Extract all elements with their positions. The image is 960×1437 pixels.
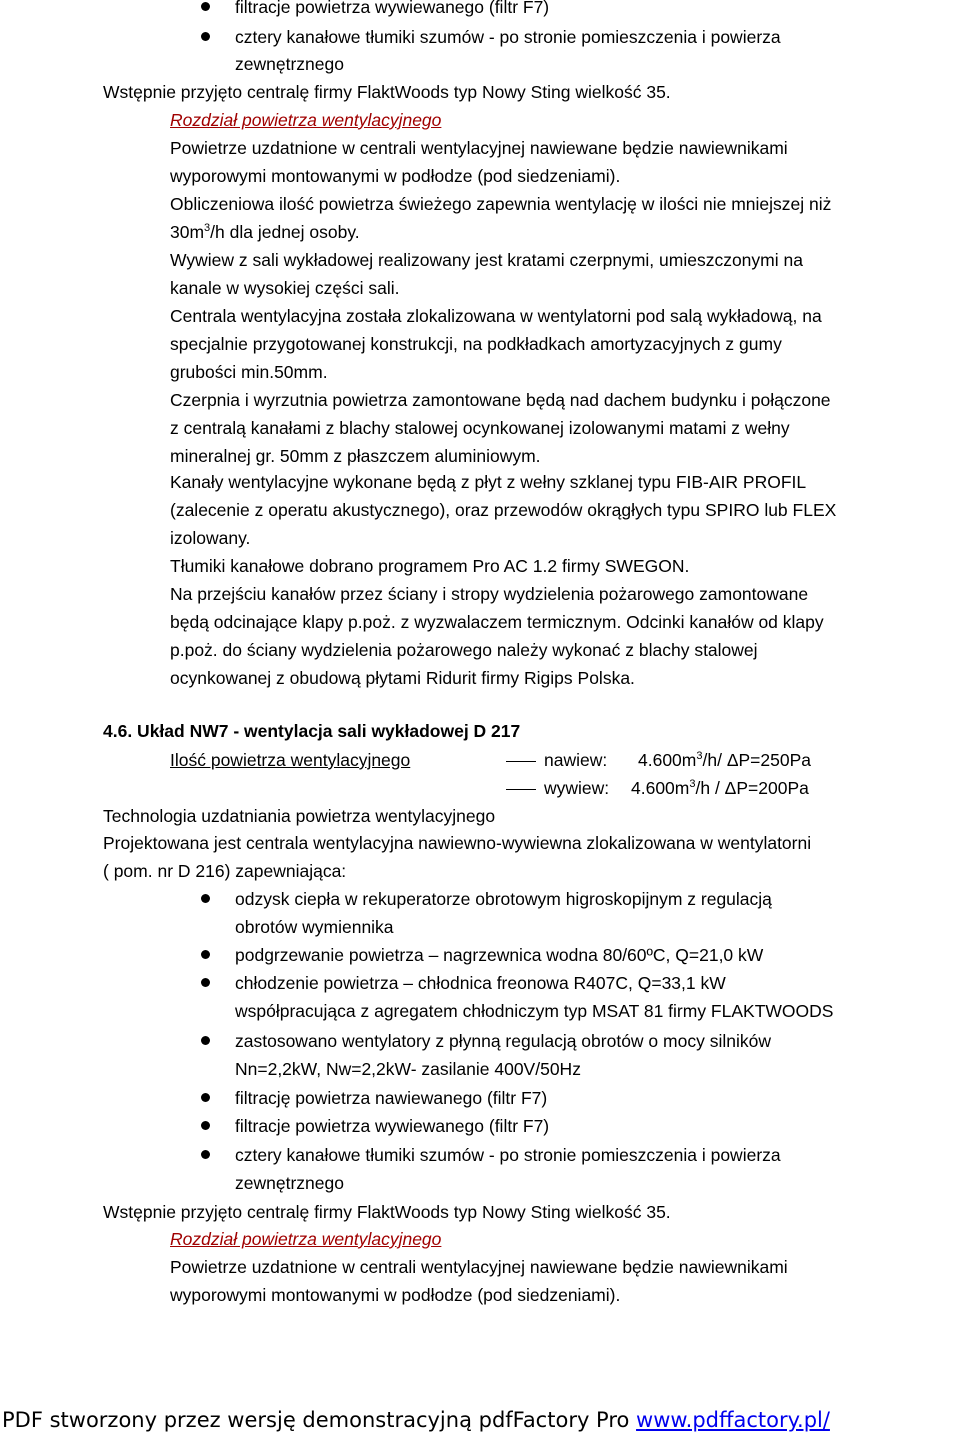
text-line: Na przejściu kanałów przez ściany i stropy wydzielenia pożarowego zamontowane — [170, 584, 809, 604]
text-line: Projektowana jest centrala wentylacyjna nawiewno-wywiewna zlokalizowana w wentylatorni — [103, 833, 812, 853]
text-line: Obliczeniowa ilość powietrza świeżego zapewnia wentylację w ilości nie mniejszej niż — [170, 194, 832, 214]
text-line: Wywiew z sali wykładowej realizowany jest kratami czerpnymi, umieszczonymi na — [170, 250, 803, 270]
text-line: Czerpnia i wyrzutnia powietrza zamontowane będą nad dachem budynku i połączone — [170, 390, 831, 410]
text-line: kanale w wysokiej części sali. — [170, 278, 400, 298]
text-line: mineralnej gr. 50mm z płaszczem aluminiowym. — [170, 446, 541, 466]
central-line: Wstępnie przyjęto centralę firmy FlaktWoods typ Nowy Sting wielkość 35. — [103, 1202, 671, 1222]
text-line: z centralą kanałami z blachy stalowej ocynkowanej izolowanymi matami z wełny — [170, 418, 790, 438]
ilosc-label: Ilość powietrza wentylacyjnego — [170, 750, 411, 770]
nawiew-label — [506, 749, 607, 771]
pdffactory-link[interactable]: www.pdffactory.pl/ — [636, 1408, 830, 1432]
value: /h / ΔP=200Pa — [695, 778, 809, 798]
value: 4.600m — [631, 778, 690, 798]
bullet-wentylatory-cont: Nn=2,2kW, Nw=2,2kW- zasilanie 400V/50Hz — [235, 1059, 581, 1079]
text-line: ( pom. nr D 216) zapewniająca: — [103, 861, 347, 881]
text-line: ocynkowanej z obudową płytami Ridurit firmy Rigips Polska. — [170, 668, 635, 688]
text-line: będą odcinające klapy p.poż. z wyzwalaczem termicznym. Odcinki kanałów od klapy — [170, 612, 824, 632]
central-line: Wstępnie przyjęto centralę firmy FlaktWoods typ Nowy Sting wielkość 35. — [103, 82, 671, 102]
wywiew-value — [631, 777, 809, 799]
text-line: (zalecenie z operatu akustycznego), oraz przewodów okrągłych typu SPIRO lub FLEX — [170, 500, 837, 520]
bullet-podgrzewanie: podgrzewanie powietrza – nagrzewnica wodna 80/60ºC, Q=21,0 kW — [235, 945, 764, 965]
text-line — [170, 221, 360, 243]
bullet-tlumiki: cztery kanałowe tłumiki szumów - po stronie pomieszczenia i powierza — [235, 1145, 781, 1165]
text-line: Centrala wentylacyjna została zlokalizowana w wentylatorni pod salą wykładową, na — [170, 306, 822, 326]
text-line: specjalnie przygotowanej konstrukcji, na podkładkach amortyzacyjnych z gumy — [170, 334, 782, 354]
pdf-footer — [2, 1408, 830, 1432]
text-line: wyporowymi montowanymi w podłodze (pod siedzeniami). — [170, 166, 621, 186]
text-line: p.poż. do ściany wydzielenia pożarowego należy wykonać z blachy stalowej — [170, 640, 758, 660]
dash — [506, 761, 536, 762]
wywiew-label — [506, 777, 609, 799]
superscript: 3 — [689, 778, 696, 790]
value: /h/ ΔP=250Pa — [702, 750, 812, 770]
value: 4.600m — [638, 750, 697, 770]
bullet-chlodzenie-cont: współpracująca z agregatem chłodniczym typ MSAT 81 firmy FLAKTWOODS — [235, 1001, 834, 1021]
text-line: Kanały wentylacyjne wykonane będą z płyt z wełny szklanej typu FIB-AIR PROFIL — [170, 472, 807, 492]
bullet-tlumiki-cont: zewnętrznego — [235, 54, 344, 74]
bullet-filtracja-nawiew: filtrację powietrza nawiewanego (filtr F7) — [235, 1088, 548, 1108]
text-line: izolowany. — [170, 528, 251, 548]
section-heading: 4.6. Układ NW7 - wentylacja sali wykładowej D 217 — [103, 721, 521, 741]
bullet-tlumiki-cont: zewnętrznego — [235, 1173, 344, 1193]
bullet-wentylatory: zastosowano wentylatory z płynną regulacją obrotów o mocy silników — [235, 1031, 771, 1051]
rozdzial-heading: Rozdział powietrza wentylacyjnego — [170, 1229, 442, 1249]
value: /h dla jednej osoby. — [210, 222, 360, 242]
bullet-filtracja-wywiew: filtracje powietrza wywiewanego (filtr F7) — [235, 1116, 550, 1136]
bullet-filtracje-wywiew: filtracje powietrza wywiewanego (filtr F7) — [235, 0, 549, 18]
value: wywiew: — [544, 778, 610, 798]
superscript: 3 — [696, 750, 703, 762]
nawiew-value — [638, 749, 811, 771]
bullet-chlodzenie: chłodzenie powietrza – chłodnica freonowa R407C, Q=33,1 kW — [235, 973, 726, 993]
text-line: Tłumiki kanałowe dobrano programem Pro AC 1.2 firmy SWEGON. — [170, 556, 690, 576]
text-line: Powietrze uzdatnione w centrali wentylacyjnej nawiewane będzie nawiewnikami — [170, 1257, 788, 1277]
value: nawiew: — [544, 750, 608, 770]
dash — [506, 789, 536, 790]
bullet-odzysk: odzysk ciepła w rekuperatorze obrotowym higroskopijnym z regulacją — [235, 889, 772, 909]
footer-text: PDF stworzony przez wersję demonstracyjną pdfFactory Pro — [2, 1408, 637, 1432]
text-line: grubości min.50mm. — [170, 362, 328, 382]
tech-heading: Technologia uzdatniania powietrza wentylacyjnego — [103, 806, 496, 826]
value: 30m — [170, 222, 205, 242]
text-line: Powietrze uzdatnione w centrali wentylacyjnej nawiewane będzie nawiewnikami — [170, 138, 788, 158]
text-line: wyporowymi montowanymi w podłodze (pod siedzeniami). — [170, 1285, 621, 1305]
rozdzial-heading: Rozdział powietrza wentylacyjnego — [170, 110, 442, 130]
bullet-tlumiki: cztery kanałowe tłumiki szumów - po stronie pomieszczenia i powierza — [235, 27, 781, 47]
superscript: 3 — [204, 222, 211, 234]
bullet-odzysk-cont: obrotów wymiennika — [235, 917, 394, 937]
